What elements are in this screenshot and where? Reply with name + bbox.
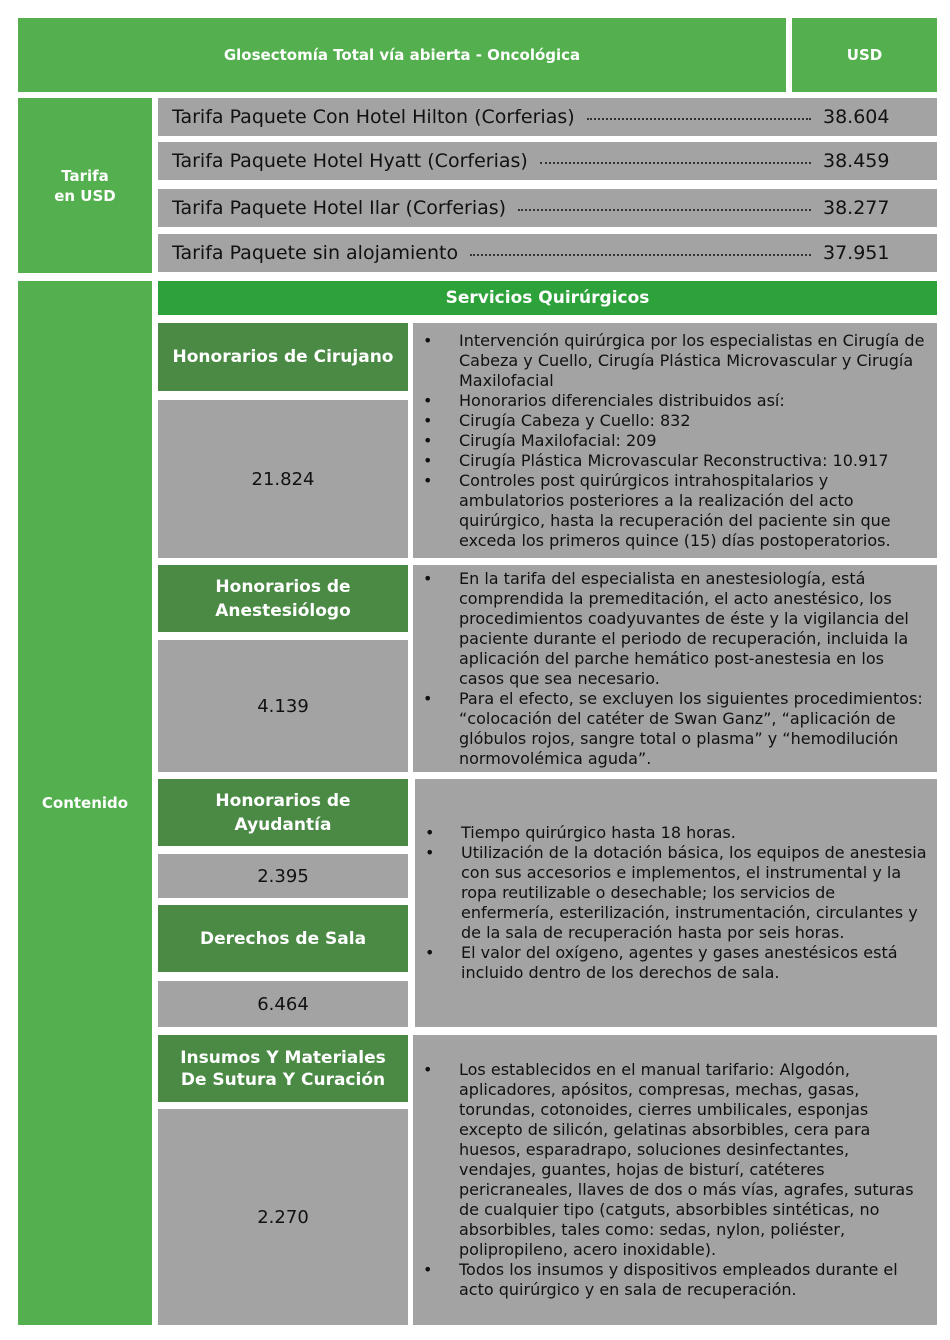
anestesiologo-label [158, 565, 408, 632]
tarifa-label [18, 98, 152, 273]
tarifa-row-name: Tarifa Paquete Con Hotel Hilton (Corferias) [172, 106, 575, 128]
list-item: • Cirugía Maxilofacial: 209 [423, 431, 929, 451]
sala-label: Derechos de Sala [158, 905, 408, 972]
tarifa-row-price: 38.277 [823, 197, 890, 219]
insumos-description [413, 1035, 937, 1325]
list-item: • Intervención quirúrgica por los especialistas en Cirugía de Cabeza y Cuello, Cirugía Plástica Microvascular y Cirugía Maxilofacial [423, 331, 929, 391]
cirujano-label: Honorarios de Cirujano [158, 323, 408, 391]
tarifa-row-price: 38.604 [823, 106, 890, 128]
tarifa-row-ilar [158, 189, 937, 227]
cirujano-description [413, 323, 937, 558]
sala-value: 6.464 [158, 981, 408, 1027]
tarifa-row-name: Tarifa Paquete Hotel Ilar (Corferias) [172, 197, 507, 219]
section-title-servicios: Servicios Quirúrgicos [158, 281, 937, 315]
ayudantia-label-line2: Ayudantía [234, 814, 332, 835]
tarifa-row-hyatt [158, 142, 937, 180]
list-item: • Todos los insumos y dispositivos empleados durante el acto quirúrgico y en sala de recuperación. [423, 1260, 929, 1300]
tarifa-row-price: 37.951 [823, 242, 890, 264]
insumos-label [158, 1035, 408, 1102]
anestesiologo-description [413, 565, 937, 772]
dot-leader [540, 162, 811, 164]
list-item: • Los establecidos en el manual tarifario: Algodón, aplicadores, apósitos, compresas, mechas, gasas, torundas, cotonoides, cierres umbilicales, esponjas excepto de silicón, gelatinas absorbibles, cera para huesos, esparadrapo, soluciones desinfectantes, vendajes, guantes, hojas de bisturí, catéteres pericraneales, llaves de dos o más vías, agrafes, suturas de cualquier tipo (catguts, absorbibles sintéticas, no absorbibles, tales como: sedas, nylon, poliéster, polipropileno, acero inoxidable). [423, 1060, 929, 1260]
list-item: • Cirugía Plástica Microvascular Reconstructiva: 10.917 [423, 451, 929, 471]
list-item: • En la tarifa del especialista en anestesiología, está comprendida la premeditación, el acto anestésico, los procedimientos coadyuvantes de éste y la vigilancia del paciente durante el periodo de recuperación, incluida la aplicación del parche hemático post-anestesia en los casos que sea necesario. [423, 569, 929, 689]
cirujano-value: 21.824 [158, 400, 408, 558]
tarifa-label-line1: Tarifa [61, 166, 109, 185]
contenido-label: Contenido [18, 281, 152, 1325]
anestesiologo-label-line2: Anestesiólogo [215, 600, 351, 621]
insumos-label-line2: De Sutura Y Curación [180, 1069, 386, 1090]
ayudantia-value: 2.395 [158, 854, 408, 898]
tarifa-row-name: Tarifa Paquete Hotel Hyatt (Corferias) [172, 150, 528, 172]
dot-leader [470, 254, 811, 256]
list-item: • Utilización de la dotación básica, los equipos de anestesia con sus accesorios e implementos, el instrumental y la ropa reutilizable o desechable; los servicios de enfermería, esterilización, instrumentación, circulantes y de la sala de recuperación hasta por seis horas. [425, 843, 929, 943]
list-item: • Controles post quirúrgicos intrahospitalarios y ambulatorios posteriores a la realización del acto quirúrgico, hasta la recuperación del paciente sin que exceda los primeros quince (15) días postoperatorios. [423, 471, 929, 551]
list-item: • Honorarios diferenciales distribuidos así: [423, 391, 929, 411]
dot-leader [518, 209, 811, 211]
tarifa-row-price: 38.459 [823, 150, 890, 172]
list-item: • Tiempo quirúrgico hasta 18 horas. [425, 823, 929, 843]
anestesiologo-value: 4.139 [158, 640, 408, 772]
list-item: • El valor del oxígeno, agentes y gases anestésicos está incluido dentro de los derechos de sala. [425, 943, 929, 983]
dot-leader [587, 118, 811, 120]
tarifa-row-hilton [158, 98, 937, 136]
ayudantia-label-line1: Honorarios de [215, 790, 351, 811]
tarifa-row-sin-alojamiento [158, 234, 937, 272]
list-item: • Para el efecto, se excluyen los siguientes procedimientos: “colocación del catéter de Swan Ganz”, “aplicación de glóbulos rojos, sangre total o plasma” y “hemodilución normovolémica aguda”. [423, 689, 929, 769]
page-title: Glosectomía Total vía abierta - Oncológica [18, 18, 786, 92]
anestesiologo-label-line1: Honorarios de [215, 576, 351, 597]
insumos-value: 2.270 [158, 1109, 408, 1325]
list-item: • Cirugía Cabeza y Cuello: 832 [423, 411, 929, 431]
insumos-label-line1: Insumos Y Materiales [180, 1047, 386, 1068]
currency-header: USD [792, 18, 937, 92]
tarifa-row-name: Tarifa Paquete sin alojamiento [172, 242, 459, 264]
tarifa-label-line2: en USD [54, 186, 116, 205]
sala-description [415, 779, 937, 1027]
ayudantia-label [158, 779, 408, 846]
